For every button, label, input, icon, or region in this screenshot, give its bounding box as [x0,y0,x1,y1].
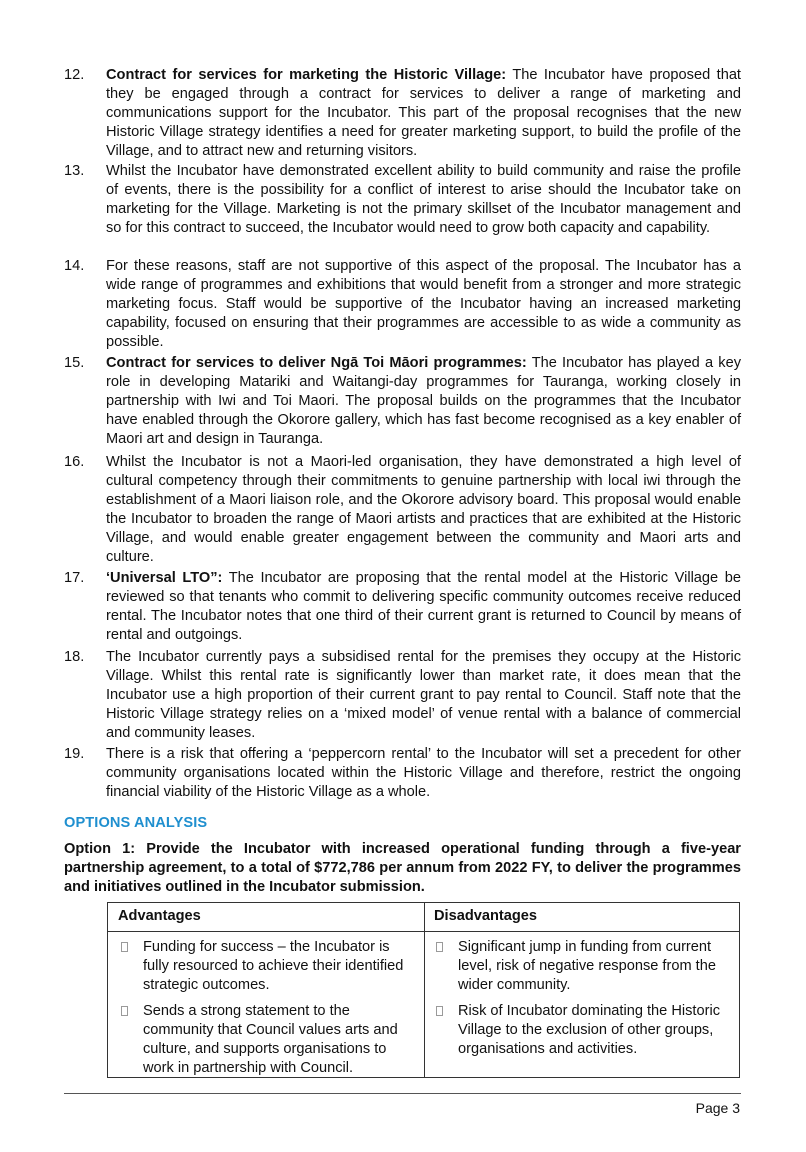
list-item [431,938,734,995]
paragraph-number: 17. [64,570,85,586]
checkbox-bullet-icon [121,1006,128,1016]
list-item [431,1002,734,1059]
paragraph-text: The Incubator currently pays a subsidised rental for the premises they occupy at the Historic Village. Whilst this rental rate is significantly lower than market rate, it does mean that the Incubator use a high proportion of their current grant to pay rental to Council. Staff note that the Historic Village strategy relies on a ‘mixed model’ of venue rental with a balance of commercial and community leases. [106,649,741,741]
paragraph-number: 19. [64,746,85,762]
advantage-text: Sends a strong statement to the community that Council values arts and culture, and supports organisations to work in partnership with Council. [143,1003,398,1076]
checkbox-bullet-icon [121,942,128,952]
paragraph-lead: ‘Universal LTO”: [106,570,223,586]
paragraph-number: 13. [64,163,85,179]
paragraph-18 [64,648,741,743]
paragraph-19 [64,745,741,802]
paragraph-text: The Incubator has played a key role in developing Matariki and Waitangi-day programmes for Tauranga, working closely in partnership with Iwi and Toi Maori. The proposal builds on the programmes that the Incubator have enabled through the Okorore gallery, which has fast become recognised as a key enabler of Maori art and design in Tauranga. [106,355,742,447]
disadvantage-text: Significant jump in funding from current level, risk of negative response from the wider community. [458,939,716,993]
disadvantage-text: Risk of Incubator dominating the Historic Village to the exclusion of other groups, organisations and activities. [458,1003,720,1057]
footer-rule [64,1093,741,1094]
paragraph-15 [64,354,741,449]
column-divider [424,903,425,1077]
paragraph-text: The Incubator are proposing that the rental model at the Historic Village be reviewed so that tenants who commit to delivering specific community outcomes receive reduced rental. The Incubator notes that one third of their current grant is returned to Council by means of rental and outgoings. [106,570,741,643]
paragraph-16 [64,453,741,567]
paragraph-lead: Contract for services for marketing the Historic Village: [106,67,507,83]
advantages-header: Advantages [118,908,201,924]
paragraph-number: 14. [64,258,85,274]
paragraph-text: Whilst the Incubator have demonstrated excellent ability to build community and raise the profile of events, there is the possibility for a conflict of interest to arise should the Incubator take on marketing for the Village. Marketing is not the primary skillset of the Incubator management and so for this contract to succeed, the Incubator would need to grow both capacity and capability. [106,163,741,236]
paragraph-text: Whilst the Incubator is not a Maori-led organisation, they have demonstrated a high level of cultural competency through their commitments to genuine partnership with local iwi through the establishment of a Maori liaison role, and the Okorore advisory board. This proposal would enable the Incubator to broaden the range of Maori artists and practices that are exhibited at the Historic Village, and would enable greater engagement between the community and Maori arts and culture. [106,454,741,565]
section-heading: OPTIONS ANALYSIS [64,815,208,831]
paragraph-lead: Contract for services to deliver Ngā Toi Māori programmes: [106,355,527,371]
paragraph-number: 18. [64,649,85,665]
list-item [116,938,414,995]
paragraph-number: 16. [64,454,85,470]
checkbox-bullet-icon [436,942,443,952]
paragraph-text: There is a risk that offering a ‘peppercorn rental’ to the Incubator will set a precedent for other community organisations located within the Historic Village and therefore, restrict the ongoing financial viability of the Historic Village as a whole. [106,746,741,800]
header-divider [108,931,739,932]
paragraph-number: 12. [64,67,85,83]
paragraph-14 [64,257,741,352]
paragraph-12 [64,66,741,161]
paragraph-17 [64,569,741,645]
paragraph-text: For these reasons, staff are not supportive of this aspect of the proposal. The Incubator has a wide range of programmes and exhibitions that would benefit from a stronger and more strategic marketing focus. Staff would be supportive of the Incubator having an increased marketing capability, focused on ensuring that their programmes are accessible to as wide a community as possible. [106,258,741,350]
disadvantages-header: Disadvantages [434,908,538,924]
paragraph-13 [64,162,741,238]
disadvantages-cell [431,938,734,1059]
options-table [107,902,740,1078]
paragraph-number: 15. [64,355,85,371]
paragraph-text: The Incubator have proposed that they be engaged through a contract for services to deliver a range of marketing and communications support for the Incubator. This part of the proposal recognises that the new Historic Village strategy identifies a need for greater marketing support, to build the profile of the Village, and to attract new and returning visitors. [106,67,741,159]
advantage-text: Funding for success – the Incubator is fully resourced to achieve their identified strategic outcomes. [143,939,404,993]
checkbox-bullet-icon [436,1006,443,1016]
page-number: Page 3 [695,1100,740,1116]
list-item [116,1002,414,1078]
option-1-statement: Option 1: Provide the Incubator with increased operational funding through a five-year partnership agreement, to a total of $772,786 per annum from 2022 FY, to deliver the programmes and initiatives outlined in the Incubator submission. [64,841,741,895]
advantages-cell [116,938,414,1078]
